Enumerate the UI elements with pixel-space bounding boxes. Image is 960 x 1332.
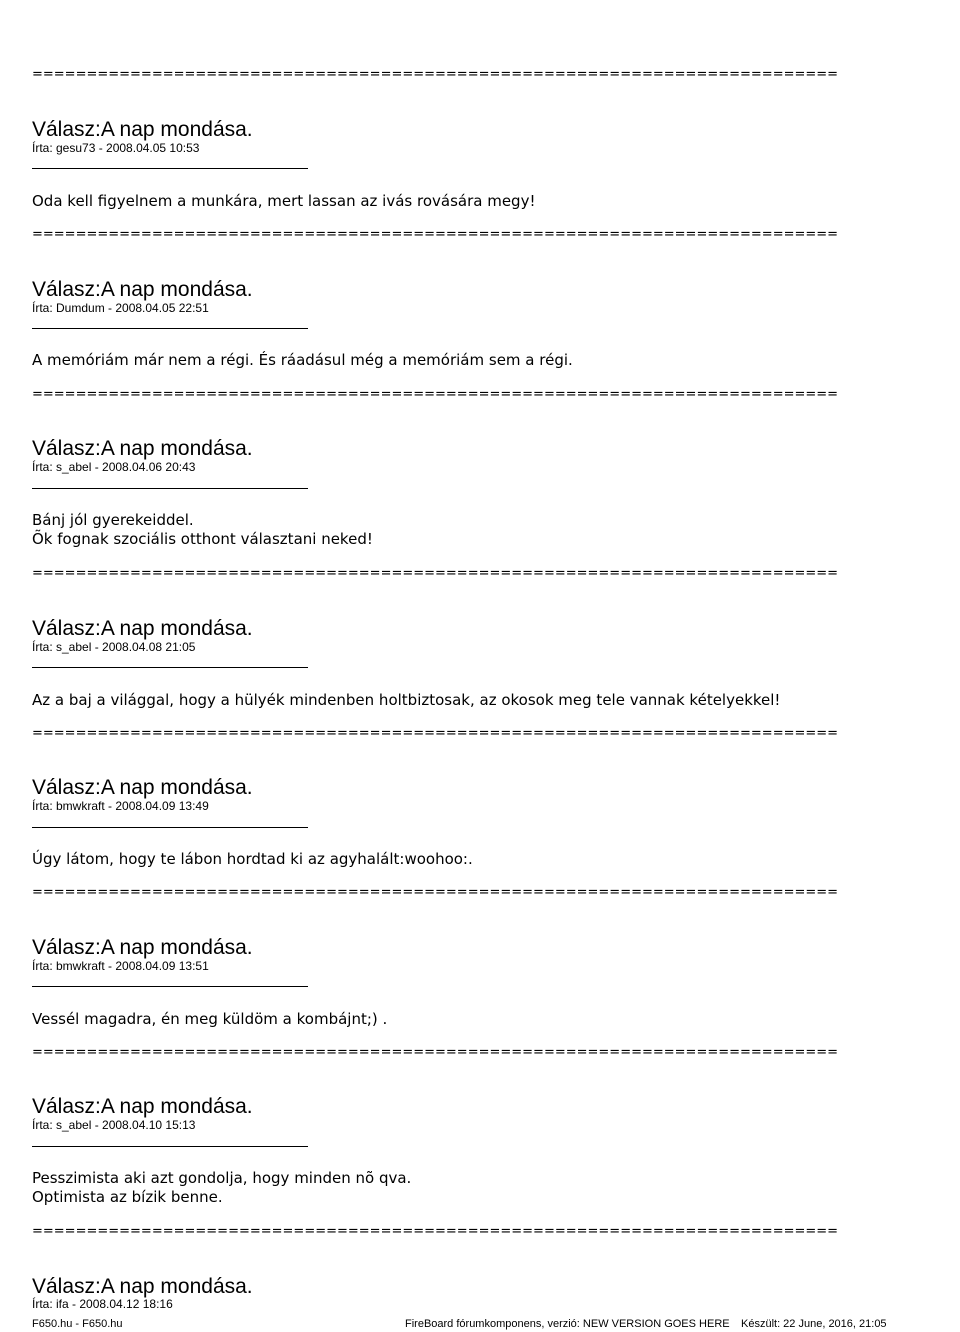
post-line: Õk fognak szociális otthont választani neked!	[32, 530, 373, 548]
footer-component: FireBoard fórumkomponens, verzió: NEW VERSION GOES HERE	[405, 1318, 730, 1330]
post-line: A memóriám már nem a régi. És ráadásul még a memóriám sem a régi.	[32, 351, 573, 369]
separator: ==========================================================================	[32, 387, 839, 402]
post-title: Válasz:A nap mondása.	[32, 776, 253, 799]
post-meta: Írta: Dumdum - 2008.04.05 22:51	[32, 301, 209, 315]
separator: ==========================================================================	[32, 1045, 839, 1060]
post-line: Az a baj a világgal, hogy a hülyék mindenben holtbiztosak, az okosok meg tele vannak kételyekkel!	[32, 691, 781, 709]
post-title: Válasz:A nap mondása.	[32, 118, 253, 141]
post-body	[32, 1010, 387, 1029]
footer-generated: Készült: 22 June, 2016, 21:05	[741, 1318, 887, 1330]
separator: ==========================================================================	[32, 227, 839, 242]
post-divider	[32, 667, 308, 668]
post-meta: Írta: gesu73 - 2008.04.05 10:53	[32, 141, 200, 155]
post-line: Pesszimista aki azt gondolja, hogy minden nõ qva.	[32, 1169, 412, 1187]
post-meta: Írta: bmwkraft - 2008.04.09 13:49	[32, 799, 209, 813]
post-line: Vessél magadra, én meg küldöm a kombájnt;) .	[32, 1010, 388, 1028]
post-title: Válasz:A nap mondása.	[32, 1275, 253, 1298]
post-meta: Írta: ifa - 2008.04.12 18:16	[32, 1297, 173, 1311]
post-title: Válasz:A nap mondása.	[32, 1095, 253, 1118]
post-divider	[32, 168, 308, 169]
post-divider	[32, 1146, 308, 1147]
post-title: Válasz:A nap mondása.	[32, 437, 253, 460]
post-line: Bánj jól gyerekeiddel.	[32, 511, 194, 529]
separator: ==========================================================================	[32, 566, 839, 581]
separator: ==========================================================================	[32, 726, 839, 741]
post-meta: Írta: s_abel - 2008.04.10 15:13	[32, 1118, 196, 1132]
post-line: Optimista az bízik benne.	[32, 1188, 223, 1206]
post-meta: Írta: s_abel - 2008.04.06 20:43	[32, 460, 196, 474]
post-body	[32, 691, 780, 710]
separator: ==========================================================================	[32, 1224, 839, 1239]
post-body	[32, 192, 535, 211]
separator: ==========================================================================	[32, 67, 839, 82]
footer-site: F650.hu - F650.hu	[32, 1318, 123, 1330]
post-divider	[32, 328, 308, 329]
post-title: Válasz:A nap mondása.	[32, 278, 253, 301]
post-title: Válasz:A nap mondása.	[32, 617, 253, 640]
post-divider	[32, 488, 308, 489]
separator: ==========================================================================	[32, 885, 839, 900]
post-body	[32, 511, 373, 549]
post-body	[32, 351, 573, 370]
post-line: Úgy látom, hogy te lábon hordtad ki az agyhalált:woohoo:.	[32, 850, 473, 868]
post-title: Válasz:A nap mondása.	[32, 936, 253, 959]
post-divider	[32, 827, 308, 828]
post-body	[32, 1169, 411, 1207]
post-meta: Írta: bmwkraft - 2008.04.09 13:51	[32, 959, 209, 973]
post-body	[32, 850, 473, 869]
post-divider	[32, 986, 308, 987]
post-line: Oda kell figyelnem a munkára, mert lassan az ivás rovására megy!	[32, 192, 536, 210]
post-meta: Írta: s_abel - 2008.04.08 21:05	[32, 640, 196, 654]
